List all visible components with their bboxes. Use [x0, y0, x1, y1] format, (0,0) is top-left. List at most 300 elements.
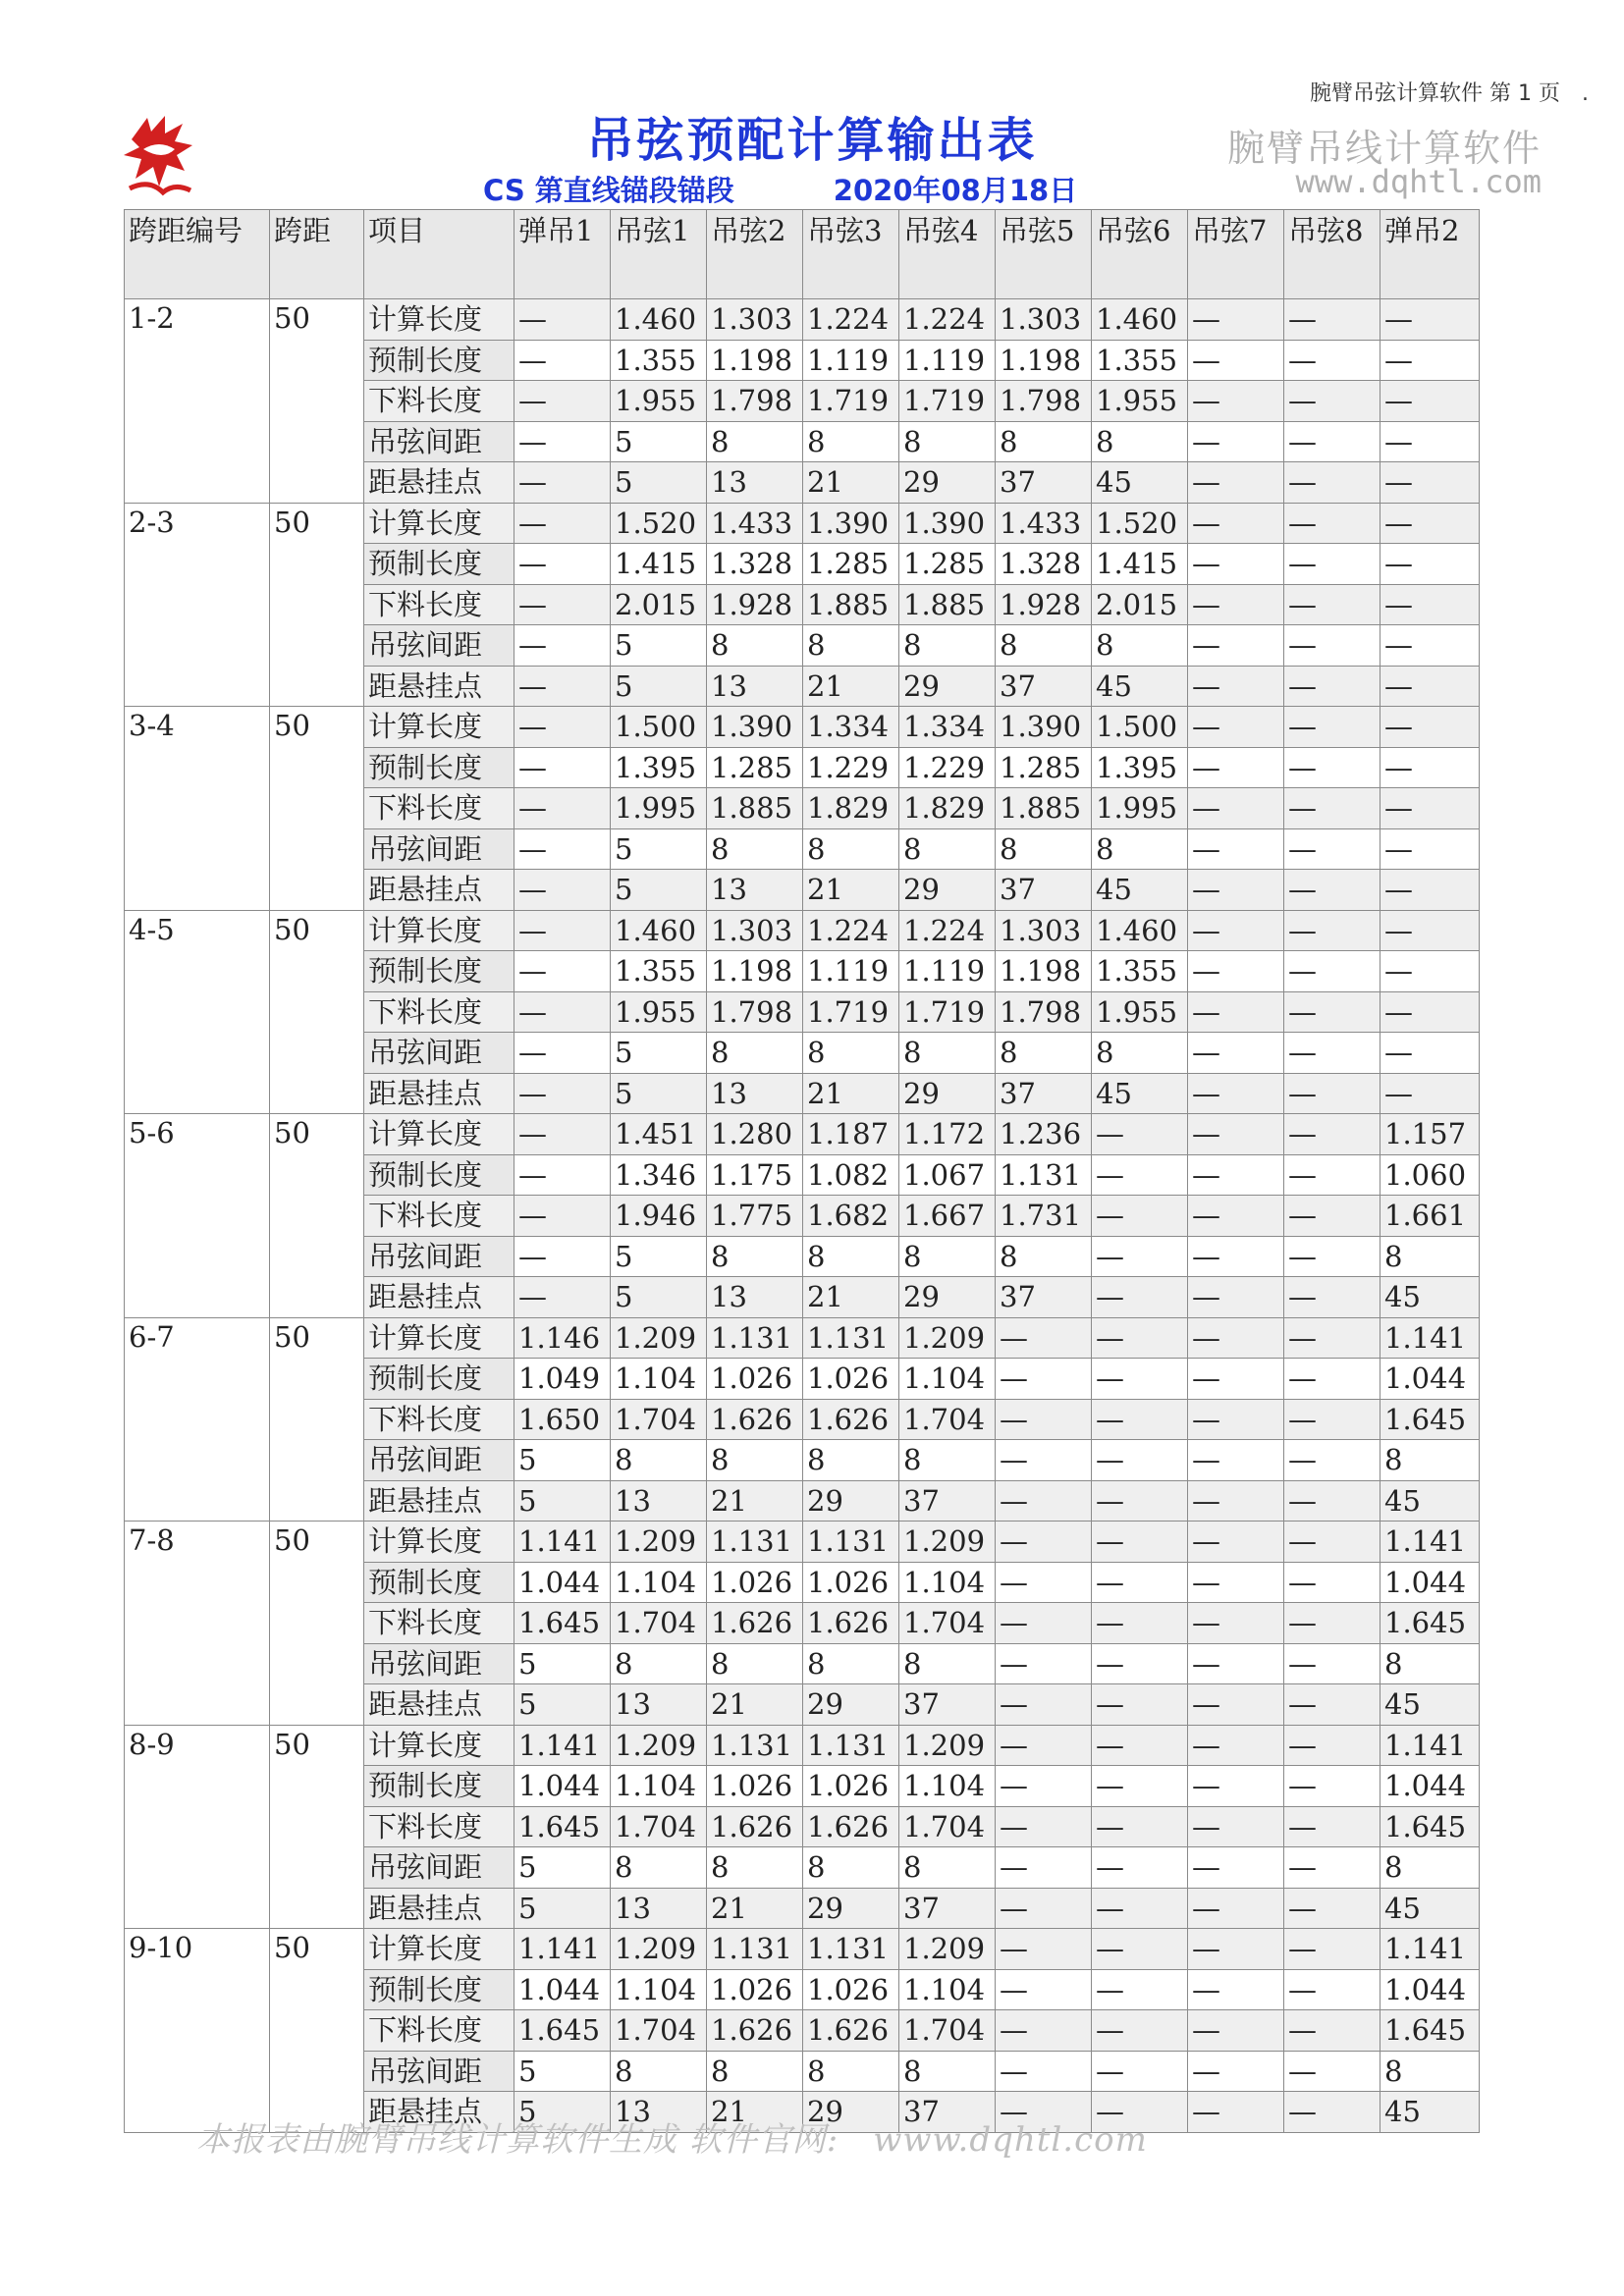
- value-cell: —: [1188, 503, 1284, 544]
- item-label-cell: 预制长度: [364, 1766, 514, 1807]
- value-cell: 1.460: [611, 299, 707, 341]
- value-cell: —: [1092, 1440, 1188, 1481]
- item-label-cell: 下料长度: [364, 1603, 514, 1644]
- value-cell: 1.026: [803, 1359, 899, 1400]
- item-label-cell: 距悬挂点: [364, 1480, 514, 1522]
- value-cell: 1.626: [707, 2010, 803, 2052]
- value-cell: —: [1092, 1603, 1188, 1644]
- value-cell: —: [1188, 2010, 1284, 2052]
- value-cell: —: [514, 788, 611, 829]
- item-label-cell: 距悬挂点: [364, 1277, 514, 1318]
- table-row: [125, 1114, 1480, 1155]
- value-cell: —: [1188, 870, 1284, 911]
- value-cell: 1.460: [1092, 910, 1188, 951]
- value-cell: —: [1092, 1236, 1188, 1277]
- value-cell: 1.885: [899, 584, 996, 625]
- value-cell: 1.995: [1092, 788, 1188, 829]
- value-cell: 1.104: [611, 1562, 707, 1603]
- item-label-cell: 计算长度: [364, 1522, 514, 1563]
- value-cell: 1.955: [611, 991, 707, 1033]
- value-cell: —: [1092, 1684, 1188, 1726]
- value-cell: 1.829: [803, 788, 899, 829]
- value-cell: —: [1284, 1643, 1380, 1684]
- value-cell: 1.355: [611, 951, 707, 992]
- value-cell: 8: [899, 421, 996, 462]
- value-cell: —: [1284, 1440, 1380, 1481]
- value-cell: —: [514, 1114, 611, 1155]
- value-cell: 1.829: [899, 788, 996, 829]
- value-cell: 8: [611, 1643, 707, 1684]
- value-cell: 8: [707, 1236, 803, 1277]
- value-cell: —: [1092, 1562, 1188, 1603]
- value-cell: 1.626: [803, 1806, 899, 1847]
- value-cell: 8: [707, 1033, 803, 1074]
- watermark-name: 腕臂吊线计算软件: [1226, 127, 1542, 170]
- value-cell: —: [1380, 747, 1480, 788]
- value-cell: —: [514, 625, 611, 667]
- value-cell: —: [1284, 1399, 1380, 1440]
- value-cell: —: [1284, 666, 1380, 707]
- value-cell: 5: [514, 2051, 611, 2092]
- item-label-cell: 预制长度: [364, 747, 514, 788]
- value-cell: 1.500: [611, 707, 707, 748]
- value-cell: 1.131: [707, 1929, 803, 1970]
- value-cell: 1.104: [899, 1562, 996, 1603]
- value-cell: 13: [707, 870, 803, 911]
- value-cell: —: [1284, 1317, 1380, 1359]
- value-cell: —: [1284, 1603, 1380, 1644]
- value-cell: —: [1188, 1806, 1284, 1847]
- value-cell: —: [1188, 1929, 1284, 1970]
- item-label-cell: 计算长度: [364, 1317, 514, 1359]
- value-cell: —: [514, 1277, 611, 1318]
- value-cell: —: [996, 1562, 1092, 1603]
- value-cell: 8: [899, 1033, 996, 1074]
- value-cell: —: [1284, 299, 1380, 341]
- value-cell: —: [1284, 2051, 1380, 2092]
- value-cell: —: [996, 1643, 1092, 1684]
- value-cell: —: [1284, 1359, 1380, 1400]
- value-cell: 1.390: [899, 503, 996, 544]
- value-cell: 1.390: [996, 707, 1092, 748]
- value-cell: 1.520: [611, 503, 707, 544]
- value-cell: —: [1188, 421, 1284, 462]
- value-cell: 8: [803, 1033, 899, 1074]
- value-cell: —: [514, 1073, 611, 1114]
- value-cell: 1.719: [899, 991, 996, 1033]
- value-cell: —: [514, 870, 611, 911]
- value-cell: —: [514, 462, 611, 504]
- value-cell: —: [1284, 910, 1380, 951]
- value-cell: 8: [803, 828, 899, 870]
- value-cell: 37: [996, 1277, 1092, 1318]
- value-cell: —: [1284, 1806, 1380, 1847]
- value-cell: 8: [899, 1236, 996, 1277]
- value-cell: 5: [514, 2092, 611, 2133]
- value-cell: 8: [899, 2051, 996, 2092]
- value-cell: 1.650: [514, 1399, 611, 1440]
- value-cell: 1.209: [899, 1317, 996, 1359]
- value-cell: —: [1188, 951, 1284, 992]
- value-cell: 1.044: [1380, 1766, 1480, 1807]
- value-cell: 1.303: [707, 299, 803, 341]
- item-label-cell: 下料长度: [364, 788, 514, 829]
- value-cell: —: [1284, 1196, 1380, 1237]
- value-cell: 1.104: [899, 1359, 996, 1400]
- value-cell: 8: [803, 1236, 899, 1277]
- value-cell: —: [996, 1847, 1092, 1889]
- value-cell: —: [996, 1480, 1092, 1522]
- span-length-cell: 50: [270, 1114, 364, 1318]
- value-cell: 1.131: [803, 1725, 899, 1766]
- value-cell: 1.026: [707, 1969, 803, 2010]
- value-cell: 8: [899, 1440, 996, 1481]
- value-cell: 8: [1380, 2051, 1480, 2092]
- value-cell: —: [1092, 1969, 1188, 2010]
- value-cell: 1.131: [803, 1522, 899, 1563]
- value-cell: —: [514, 1196, 611, 1237]
- value-cell: —: [1188, 381, 1284, 422]
- value-cell: 1.187: [803, 1114, 899, 1155]
- value-cell: 8: [996, 625, 1092, 667]
- dropper-table: [124, 209, 1480, 2133]
- value-cell: 1.209: [611, 1317, 707, 1359]
- span-length-cell: 50: [270, 1522, 364, 1726]
- value-cell: 1.119: [899, 340, 996, 381]
- span-id-cell: 6-7: [125, 1317, 270, 1522]
- value-cell: —: [1188, 788, 1284, 829]
- value-cell: 5: [514, 1888, 611, 1929]
- column-header: 吊弦8: [1284, 210, 1380, 299]
- value-cell: 29: [899, 870, 996, 911]
- item-label-cell: 距悬挂点: [364, 1684, 514, 1726]
- value-cell: 1.141: [1380, 1522, 1480, 1563]
- value-cell: —: [1380, 788, 1480, 829]
- value-cell: 1.460: [611, 910, 707, 951]
- table-row: [125, 1929, 1480, 1970]
- column-header: 吊弦7: [1188, 210, 1284, 299]
- value-cell: 1.285: [707, 747, 803, 788]
- item-label-cell: 预制长度: [364, 951, 514, 992]
- value-cell: 1.415: [1092, 544, 1188, 585]
- value-cell: —: [1188, 1236, 1284, 1277]
- value-cell: 45: [1092, 1073, 1188, 1114]
- item-label-cell: 吊弦间距: [364, 1847, 514, 1889]
- value-cell: 8: [707, 1643, 803, 1684]
- value-cell: 1.798: [996, 381, 1092, 422]
- value-cell: —: [1188, 2092, 1284, 2133]
- value-cell: 21: [707, 1888, 803, 1929]
- value-cell: 1.303: [996, 299, 1092, 341]
- value-cell: 1.119: [803, 340, 899, 381]
- item-label-cell: 计算长度: [364, 707, 514, 748]
- report-subtitle: [483, 169, 1077, 209]
- value-cell: 1.645: [514, 1806, 611, 1847]
- value-cell: 1.955: [611, 381, 707, 422]
- value-cell: —: [514, 951, 611, 992]
- value-cell: 37: [899, 2092, 996, 2133]
- value-cell: 29: [899, 1073, 996, 1114]
- value-cell: —: [996, 1888, 1092, 1929]
- value-cell: —: [1284, 503, 1380, 544]
- value-cell: 13: [707, 1073, 803, 1114]
- value-cell: 1.626: [707, 1399, 803, 1440]
- value-cell: 1.928: [707, 584, 803, 625]
- value-cell: —: [996, 2051, 1092, 2092]
- table-body: [125, 299, 1480, 2133]
- value-cell: —: [1284, 1725, 1380, 1766]
- value-cell: 37: [899, 1888, 996, 1929]
- value-cell: —: [1188, 1969, 1284, 2010]
- value-cell: —: [1092, 2092, 1188, 2133]
- value-cell: —: [1188, 991, 1284, 1033]
- value-cell: —: [1284, 951, 1380, 992]
- value-cell: 5: [514, 1480, 611, 1522]
- value-cell: —: [1380, 991, 1480, 1033]
- value-cell: 29: [899, 462, 996, 504]
- value-cell: —: [1188, 1684, 1284, 1726]
- value-cell: —: [1092, 1480, 1188, 1522]
- item-label-cell: 吊弦间距: [364, 828, 514, 870]
- table-row: [125, 503, 1480, 544]
- value-cell: 8: [803, 1643, 899, 1684]
- item-label-cell: 距悬挂点: [364, 870, 514, 911]
- value-cell: 1.044: [514, 1969, 611, 2010]
- span-id-cell: 1-2: [125, 299, 270, 504]
- value-cell: 1.460: [1092, 299, 1188, 341]
- span-length-cell: 50: [270, 1317, 364, 1522]
- value-cell: 8: [611, 2051, 707, 2092]
- value-cell: 8: [611, 1440, 707, 1481]
- item-label-cell: 下料长度: [364, 1399, 514, 1440]
- value-cell: 8: [1092, 828, 1188, 870]
- value-cell: —: [1284, 1684, 1380, 1726]
- value-cell: 21: [707, 1684, 803, 1726]
- value-cell: 21: [803, 462, 899, 504]
- value-cell: —: [514, 544, 611, 585]
- value-cell: —: [1188, 1440, 1284, 1481]
- value-cell: 1.946: [611, 1196, 707, 1237]
- column-header: 跨距编号: [125, 210, 270, 299]
- value-cell: —: [1188, 1114, 1284, 1155]
- value-cell: —: [1188, 1725, 1284, 1766]
- value-cell: 8: [1092, 1033, 1188, 1074]
- value-cell: —: [1284, 828, 1380, 870]
- value-cell: —: [1284, 1847, 1380, 1889]
- value-cell: —: [1188, 910, 1284, 951]
- value-cell: 1.229: [899, 747, 996, 788]
- value-cell: 1.433: [996, 503, 1092, 544]
- value-cell: 8: [899, 625, 996, 667]
- value-cell: —: [1188, 1480, 1284, 1522]
- column-header: 项目: [364, 210, 514, 299]
- value-cell: 1.704: [899, 1603, 996, 1644]
- value-cell: 5: [611, 666, 707, 707]
- value-cell: —: [1188, 1888, 1284, 1929]
- value-cell: 1.355: [1092, 951, 1188, 992]
- value-cell: 1.719: [899, 381, 996, 422]
- value-cell: 1.285: [996, 747, 1092, 788]
- value-cell: 21: [707, 2092, 803, 2133]
- value-cell: —: [1188, 1603, 1284, 1644]
- value-cell: 1.175: [707, 1154, 803, 1196]
- span-length-cell: 50: [270, 503, 364, 707]
- value-cell: 1.224: [899, 299, 996, 341]
- value-cell: 45: [1380, 2092, 1480, 2133]
- value-cell: 1.719: [803, 381, 899, 422]
- value-cell: —: [1092, 1847, 1188, 1889]
- value-cell: 1.285: [803, 544, 899, 585]
- value-cell: —: [1284, 1236, 1380, 1277]
- value-cell: —: [1284, 1033, 1380, 1074]
- item-label-cell: 计算长度: [364, 1725, 514, 1766]
- value-cell: 1.229: [803, 747, 899, 788]
- value-cell: 1.131: [803, 1929, 899, 1970]
- value-cell: 8: [803, 421, 899, 462]
- page-header: 腕臂吊弦计算软件 第 1 页 .: [1310, 81, 1589, 106]
- value-cell: —: [1284, 625, 1380, 667]
- value-cell: 8: [707, 625, 803, 667]
- value-cell: —: [1188, 1522, 1284, 1563]
- value-cell: 1.626: [803, 1399, 899, 1440]
- value-cell: 5: [514, 1643, 611, 1684]
- value-cell: 5: [611, 828, 707, 870]
- value-cell: 13: [707, 462, 803, 504]
- value-cell: 1.704: [611, 1603, 707, 1644]
- value-cell: 1.798: [996, 991, 1092, 1033]
- item-label-cell: 吊弦间距: [364, 421, 514, 462]
- value-cell: —: [1284, 1929, 1380, 1970]
- value-cell: —: [514, 584, 611, 625]
- value-cell: —: [1284, 1277, 1380, 1318]
- item-label-cell: 吊弦间距: [364, 1643, 514, 1684]
- value-cell: 1.131: [996, 1154, 1092, 1196]
- value-cell: 1.390: [707, 707, 803, 748]
- value-cell: —: [1284, 707, 1380, 748]
- value-cell: 1.104: [899, 1766, 996, 1807]
- item-label-cell: 吊弦间距: [364, 1033, 514, 1074]
- value-cell: 1.704: [899, 1806, 996, 1847]
- span-length-cell: 50: [270, 910, 364, 1114]
- value-cell: —: [1380, 666, 1480, 707]
- column-header: 弹吊2: [1380, 210, 1480, 299]
- value-cell: —: [1188, 1643, 1284, 1684]
- span-id-cell: 9-10: [125, 1929, 270, 2133]
- value-cell: 1.719: [803, 991, 899, 1033]
- value-cell: 8: [707, 828, 803, 870]
- value-cell: 8: [1092, 625, 1188, 667]
- value-cell: 8: [996, 421, 1092, 462]
- value-cell: 8: [1380, 1847, 1480, 1889]
- value-cell: 1.955: [1092, 991, 1188, 1033]
- value-cell: —: [1380, 421, 1480, 462]
- value-cell: 1.395: [611, 747, 707, 788]
- value-cell: 2.015: [1092, 584, 1188, 625]
- footer-watermark: 本报表由腕臂吊线计算软件生成 软件官网: www.dqhtl.com: [196, 2120, 1148, 2160]
- value-cell: —: [1092, 1888, 1188, 1929]
- value-cell: 45: [1380, 1480, 1480, 1522]
- value-cell: 29: [803, 1888, 899, 1929]
- value-cell: 8: [803, 2051, 899, 2092]
- value-cell: —: [1284, 1114, 1380, 1155]
- value-cell: —: [1380, 910, 1480, 951]
- value-cell: —: [1188, 544, 1284, 585]
- value-cell: 1.082: [803, 1154, 899, 1196]
- value-cell: 1.104: [611, 1969, 707, 2010]
- value-cell: 1.328: [707, 544, 803, 585]
- value-cell: 1.731: [996, 1196, 1092, 1237]
- value-cell: —: [996, 1766, 1092, 1807]
- value-cell: 1.209: [899, 1522, 996, 1563]
- value-cell: 8: [1092, 421, 1188, 462]
- span-id-cell: 7-8: [125, 1522, 270, 1726]
- table-row: [125, 1317, 1480, 1359]
- value-cell: 1.141: [514, 1929, 611, 1970]
- value-cell: —: [1284, 1480, 1380, 1522]
- value-cell: 1.995: [611, 788, 707, 829]
- item-label-cell: 下料长度: [364, 1806, 514, 1847]
- value-cell: 1.955: [1092, 381, 1188, 422]
- value-cell: —: [1284, 870, 1380, 911]
- value-cell: 45: [1380, 1888, 1480, 1929]
- value-cell: —: [1092, 1196, 1188, 1237]
- value-cell: 8: [803, 1847, 899, 1889]
- value-cell: 8: [899, 1847, 996, 1889]
- value-cell: 1.645: [1380, 1399, 1480, 1440]
- value-cell: 1.334: [899, 707, 996, 748]
- value-cell: —: [1188, 584, 1284, 625]
- value-cell: 1.520: [1092, 503, 1188, 544]
- value-cell: —: [996, 1359, 1092, 1400]
- value-cell: —: [1092, 1725, 1188, 1766]
- value-cell: —: [1188, 828, 1284, 870]
- value-cell: 5: [611, 1033, 707, 1074]
- item-label-cell: 下料长度: [364, 381, 514, 422]
- value-cell: 1.141: [1380, 1929, 1480, 1970]
- value-cell: 1.060: [1380, 1154, 1480, 1196]
- value-cell: —: [1380, 1073, 1480, 1114]
- value-cell: 45: [1092, 462, 1188, 504]
- value-cell: —: [1284, 421, 1380, 462]
- value-cell: —: [1284, 2092, 1380, 2133]
- value-cell: 45: [1380, 1277, 1480, 1318]
- value-cell: —: [514, 747, 611, 788]
- value-cell: 1.209: [611, 1522, 707, 1563]
- column-header: 弹吊1: [514, 210, 611, 299]
- item-label-cell: 距悬挂点: [364, 462, 514, 504]
- item-label-cell: 下料长度: [364, 584, 514, 625]
- table-row: [125, 1725, 1480, 1766]
- value-cell: 1.224: [899, 910, 996, 951]
- value-cell: 1.928: [996, 584, 1092, 625]
- value-cell: —: [1188, 1277, 1284, 1318]
- value-cell: —: [996, 1969, 1092, 2010]
- value-cell: —: [1092, 1806, 1188, 1847]
- value-cell: 1.044: [1380, 1969, 1480, 2010]
- value-cell: 8: [1380, 1440, 1480, 1481]
- value-cell: 8: [707, 1847, 803, 1889]
- value-cell: —: [514, 707, 611, 748]
- item-label-cell: 下料长度: [364, 1196, 514, 1237]
- value-cell: 29: [803, 2092, 899, 2133]
- value-cell: 29: [899, 666, 996, 707]
- value-cell: —: [1284, 2010, 1380, 2052]
- span-id-cell: 5-6: [125, 1114, 270, 1318]
- value-cell: —: [1284, 340, 1380, 381]
- value-cell: 5: [514, 1847, 611, 1889]
- item-label-cell: 吊弦间距: [364, 2051, 514, 2092]
- value-cell: 8: [996, 828, 1092, 870]
